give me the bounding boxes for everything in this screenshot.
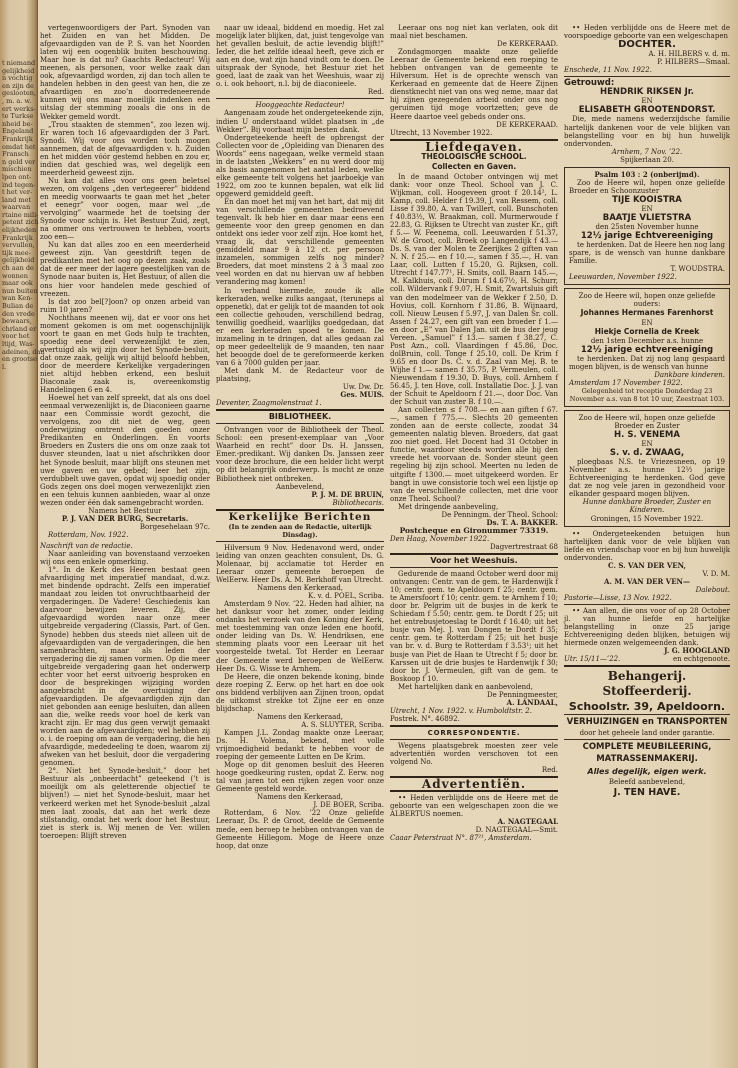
signature-name: P. J. VAN DER BURG, Secretaris.	[61, 513, 189, 523]
col3-paragraph: In de maand October ontvingen wij met dank: voor onze Theol. School van J. C. Wijkman, coll. Hoogeveen groot f 20.14², L. Kamp, coll. Helder f 19.39, J. van Ressem, coll. Lisse f 39.80, A. van Twillert, coll. Bunschoten f 40.83½, W. Braakman, coll. Murmerwoude f 22.83, G. Rijksen te Utrecht van zuster Kr., gift f 5.— W. Feenema, coll. Leeuwarden f 51.37, W. de Groot, coll. Broek op Langendijk f 43.— Ds. S. van der Molen te Zeerijkes 2 giften van N. N. f 25.— en f 10.—, samen f 35.—, H. van Laar, coll. Lutten f 15.20, G. Rijksen, coll. Utrecht f 147.77¹, H. Smits, coll. Baarn 145.—, M. Kalkhuis, coll. Dirum f 14.67½, H. Schurr, coll. Wildervank f 9.07, H. Smit, Zwartsluis gift van den modelmeer van de Wekker f 2.50, D. Hovius, coll. Kornhorn f 31.86, B. Wijnaard, coll. Nieuw Leusen f 5.97, J. van Dalen Sr. coll. Assen f 24.27, een gift van een broeder f 1.— en door „E” van Dalen Jan. uit de bus der jeug Vereen. „Samuel” f 13.— samen f 38.27, C. Post Azn., coll. Vlaardingen f 45.86, Doc. dolBruin, coll. Tonge f 25.10, coll. De Krim f 9.65 en door Ds. C. v. d. Zaal van Mej. B. te Wijhe f 1.— samen f 35.75, P. Vermeulen, coll. Nieuwendam f 19.30, D. Buys, coll. Arnhem f 56.45, J. ten Hove, coll. Installatie Doc. J. J. van der Schuit te Apeldoorn f 21.—, door Doc. Van der Schuit van zuster B. f 10.—.	[390, 172, 558, 407]
ad-text: te herdenken. Dat zij nog lang gespaard mogen blijven, is de wensch van hunne	[569, 354, 725, 371]
signature-intro: Aanbevelend,	[275, 482, 325, 491]
divider	[564, 714, 730, 715]
signature-name: A. M. VAN DER VEN—	[604, 576, 690, 586]
signature-place: Utrecht, 1 Nov. 1922. v. Humboldtstr. 2.	[390, 706, 532, 715]
signature-place: Deventer, Zaagmolenstraat 1.	[216, 399, 322, 408]
giro-number: Postcheque en Gironummer 73319.	[399, 525, 549, 535]
signature-name: K. v. d. POEL, Scriba.	[307, 592, 384, 601]
signature-name: T. WOUDSTRA.	[670, 265, 725, 274]
ad-conjunction: EN	[641, 440, 653, 449]
col2-paragraph: En dan moet het mij van het hart, dat mij dit van verschillende gemeenten bedroevend tegenvalt. Ik heb hier en daar maar eens een gemeente voor den greep genomen en dan ontdekt ons ieder voor zelf zijn. Hoe komt het, vraag ik, dat verschillende gemeenten gemiddeld maar 9 à 12 ct. per persoon inzamelen, sommigen zelfs nog minder? Broeders, dat moet minstens 2 à 3 maal zoo veel worden en dat nu hiervan uw af hebben verandering mag komen!	[216, 197, 384, 287]
section-title-weeshuis: Voor het Weeshuis.	[430, 556, 518, 565]
divider	[390, 567, 558, 568]
signature-place: Groningen, 15 November 1922.	[590, 514, 704, 523]
signature-role: Dalebout.	[695, 585, 730, 594]
ad-date: den 25sten November hunne	[595, 223, 699, 232]
col1-paragraph: Nochthans meenen wij, dat er voor ons het moment gekomen is om met oogenschijnlijk voort te gaan en met Gods hulp te trachten, spoedig eene deel verwezenlijkt te zien, overtuigd als wij zijn door het Synode-besluit, dat onze zaak, gelijk wij altijd beloofd hebben, door de meerdere Kerkelijke vergaderingen niet altijd hebben erkend, een besluit Diaconale zaak is, overeenkomstig Handelingen 6 en 4.	[40, 313, 210, 395]
binding-strip	[0, 0, 45, 1068]
fragment-line: adeinen, dan	[2, 347, 45, 356]
fragment-line: gelijkheid	[2, 66, 35, 75]
signature-role: en echtgenoote.	[672, 655, 730, 664]
fragment-line: l.	[2, 362, 7, 371]
fragment-line: tijk mee-	[2, 248, 31, 257]
signature-name: A. NAGTEGAAL	[497, 817, 558, 827]
ad-recommend: Beleefd aanbevelend,	[608, 778, 686, 787]
col1-paragraph: Nu kan dat alles voor ons geen beletsel wezen, om volgens „den vertegeerer” biddend en meedig voorwaarts te gaan met het „beter et eenegr” voor oogen, maar wel ,,de vervolging” waarmede het de toetsing der Synode voor schijn is. Het Bestuur Zuid, zegt, na ommer ons vertrouwen te hebben, voorts zoo een—	[40, 176, 210, 242]
signature-name: C. S. VAN DER VEN,	[608, 560, 686, 570]
ad-service: MATRASSENMAKERIJ.	[596, 754, 698, 765]
fragment-line: vervullen,	[2, 241, 35, 250]
col2-paragraph: Amsterdam 9 Nov. ’22. Heden had alhier, na het danksur voor het zomer, onder leiding ondanks het verzoek van den Koning der Kerk, met toestemming van onze leden ene hoofd, onder leiding van Ds. W. Hendriksen, ene stemming plaats voor een Leeraar uit het voorgestelde twetal. Tot Herder en Leeraar der Gemeente werd beroepen de WelEerw. Heer Ds. G. Wisse te Arnhem.	[216, 600, 384, 673]
signature-place: Pastorie—Lisse, 13 Nov. 1922.	[564, 593, 672, 602]
col1-paragraph: Naar aanleiding van bovenstaand verzoeken wij ons een enkele opmerking.	[40, 550, 210, 567]
signature-name: Dankbare kinderen.	[654, 370, 725, 379]
fragment-line: Engeland	[2, 127, 34, 136]
fragment-line: n geld ver	[2, 157, 36, 166]
fragment-line: voor het	[2, 332, 30, 341]
section-subtitle: (In te zenden aan de Redactie, uiterlijk Dinsdag).	[228, 522, 372, 539]
signature-name: Ds. T. A. BAKKER.	[486, 517, 558, 527]
signature-place: Utrecht, 13 November 1922.	[390, 128, 493, 137]
fragment-line: Frankrijk	[2, 134, 33, 143]
ad-reception: Gelegenheid tot receptie Donderdag 23 November a.s. van 8 tot 10 uur, Zeestraat 103.	[569, 386, 725, 403]
signature-name: P. HILBERS—Smaal.	[657, 58, 730, 67]
divider	[564, 76, 730, 77]
section-title-liefdegaven: Liefdegaven.	[425, 139, 523, 154]
ad-heading-behangerij: Behangerij. Stoffeerderij.	[602, 669, 692, 699]
col1-paragraph: 1°. In de Kerk des Heeren bestaat geen afvaardiging met imperatief mandaat, d.w.z. met bindende opdracht. Zelfs een imperatief mandaat zou leiden tot onvruchtbaarheid der vergaderingen. De Vadere! Geschiedenis kan daarvoor bewijzen leveren. Zij, die afgevaardigd worden naar onze meer uitgebreide vergadering (Classis, Part. of Gen. Synode) hebben dus steeds niet alleen uit de afgevaardigden van de vergaderingen, die hen samenbrachten, maar als leden der vergadering die zij samen vormen. Op die meer uitgebreide vergadering gaan het onderwerp echter voor het eerst uitvoerig besproken en door de besprekingen wijziging worden aangebracht in de overtuiging der afgevaardigden. De afgevaardigden zijn dan niet gebonden aan eenige besluiten, dan alleen aan die, welke reeds voor hoel de kerk van kracht zijn. Er mag dus geen verwijt gemaakt worden aan de afgevaardigden; wel hebben zij o. i. de roeping om aan de vergadering, die hen afvaardigde, mededeeling te doen, waarom zij afweken van het besluit, door die vergadering genomen.	[40, 566, 210, 768]
ad-owner-name: J. TEN HAVE.	[613, 787, 681, 799]
fragment-line: elijkheden	[2, 226, 37, 235]
fragment-line: chrland er	[2, 324, 37, 333]
naschrift-title: Naschrift van de redactie.	[40, 542, 133, 550]
fragment-line: en zijn de	[2, 81, 34, 90]
ad-name: ELISABETH GROOTENDORST.	[578, 105, 716, 116]
divider	[216, 98, 384, 99]
fragment-line: ltijd, Was-	[2, 339, 35, 348]
col3-paragraph: Wegens plaatsgebrek moesten zeer vele advertentiën worden verschoven tot een volgend No.	[390, 741, 558, 767]
signature-place: Rotterdam, Nov. 1922.	[48, 530, 129, 539]
signature-name: DE KERKERAAD.	[496, 120, 558, 129]
col2-paragraph: Aangenaam zoude het ondergeteekende zijn, indien U onderstaand wildet plaatsen in „de Wekker”. Bij voorbaat mijn besten dank.	[216, 109, 385, 134]
col2-paragraph: Hilversum 9 Nov. Hedenavond werd, onder leiding van onzen geachten consulent, Ds. G. Molenaar, bij acclamatie tot Herder en Leeraar onzer gemeente beroepen de WelEerw. Heer Ds. A. M. Berkhoff van Utrecht.	[216, 543, 384, 585]
signature-address: Dagvertrestraat 68	[489, 542, 558, 551]
fragment-line: t het ver-	[2, 188, 33, 197]
signature-place: Arnhem, 7 Nov. ’22.	[611, 147, 683, 156]
signature-name: D. NAGTEGAAL—Smit.	[475, 826, 558, 835]
column-4	[564, 24, 730, 1054]
ad-name: Hiekje Cornelia de Kreek	[594, 326, 700, 336]
divider	[564, 739, 730, 740]
fragment-line: geslooten,	[2, 89, 36, 98]
column-2	[216, 24, 384, 1054]
ad-name: H. S. VENEMA	[614, 430, 680, 441]
fragment-line: Fransch	[2, 150, 29, 159]
col2-paragraph: Moge op dit genomen besluit des Heeren hooge goedkeuring rusten, opdat Z. Eerw. nog tal van jaren tot een rijken zegen voor onze Gemeente gesteld worde.	[216, 761, 384, 794]
giro-number: Postrek. N°. 46892.	[390, 714, 460, 723]
col2-paragraph: In verband hiermede, zoude ik alle kerkeraden, welke zulks aangaat, (teruneps al oppenetk), dat er gelijk tot de maanden tot ook een collectie gehouden, verschillend bedrag, tenwillig goedheid, waarlijks goedgedaan, dat er een kerkeraden spoed te komen. De inzameling in te dringen, dat alles gedaan zal op meer gedeeltelijk de 9 maanden, ten naar het beoogde doel de te gereformeerde kerken van 6 à 7000 gulden per jaar.	[216, 286, 384, 367]
ad-box-farenhorst	[564, 288, 730, 407]
section-title-bibliotheek: BIBLIOTHEEK.	[268, 412, 332, 422]
col1-paragraph: vertegenwoordigers der Part. Synoden van het Zuiden en van het Midden. De afgevaardigden van de P. S. van het Noorden laten wij een oogenblik buiten beschouwing. Maar hoe is dat nu? Gaachts Redacteur! Wij meenen, als personen, voor welke zaak dan ook, afgevaardigd worden, zij dan toch allen te handelen hebben in den geest van hen, die ze afvaardigen en zoo’n doorredeneerende kunnen wij ons maar moeilijk indenken een uitslag der stemming zooals die ons in de Wekker gemeld wordt.	[40, 24, 210, 121]
ad-name: TIJE KOOISTRA	[612, 194, 682, 205]
ad-text: Zoo de Heere wil, hopen onze geliefde Broeder en Schoonzuster	[569, 178, 725, 195]
col2-paragraph: Met dank M. de Redacteur voor de plaatsing,	[216, 366, 384, 384]
ad-name: Johannes Hermanes Farenhorst	[580, 308, 714, 318]
ad-text: Die, mede namens wederzijdsche familie hartelijk dankenen voor de vele blijken van belangstelling voor en bij hun huwelijk ondervonden.	[564, 115, 730, 148]
signature-intro: Namens den Kerkeraad,	[256, 584, 344, 593]
fragment-line: en grootse	[2, 355, 37, 364]
subsection-title: THEOLOGISCHE SCHOOL.	[421, 151, 527, 161]
column-3	[390, 24, 558, 1054]
divider	[216, 541, 384, 542]
fragment-line: omdat het	[2, 142, 36, 151]
col1-paragraph: „Trou staakten de stemmen”, zoo lezen wij. Er waren toch 16 afgevaardigden der 3 Part. Synodi. Wij voor ons worden toch mogen aannemen, dat de afgevaardigden v. h. Zuiden en het midden vóór gestemd hebben en zou er, indien dat geschied was, wel degelijk een meerderheid geweest zijn.	[40, 120, 210, 177]
signature-name: P. J. M. DE BRUIN,	[311, 489, 384, 499]
fragment-line: land met	[2, 195, 31, 204]
col2-paragraph: Ontvangen voor de Bibliotheek der Theol. School: een present-exemplaar van „Voor Waarheid en recht” door Ds. H. Janssen, Emer.-predikant. Wij danken Ds. Janssen zeer voor deze brochure, die een helder licht werpt op dit belangrijk onderwerp. Is mocht ze onze Bibliotheek niet ontbreken.	[216, 426, 384, 483]
fragment-line: bewaars,	[2, 317, 32, 326]
fragment-line: nun buiten	[2, 286, 38, 295]
divider	[390, 739, 558, 740]
ad-text: te herdenken. Dat de Heere hen nog lang spare, is de wensch van hunne dankbare Familie.	[569, 241, 725, 266]
signature-intro: Namens het Bestuur	[88, 506, 162, 515]
col2-paragraph: Kampen J.L. Zondag maakte onze Leeraar, Ds. H. Volema, bekend, met volle vrijmoedigheid bedankt te hebben voor de roeping der gemeente Lutten en De Krim.	[216, 728, 384, 762]
col3-paragraph: Leeraar ons nog niet kan verlaten, ook dit maal niet beschamen.	[390, 24, 558, 41]
ad-text: •• Aan allen, die ons voor of op 28 October jl. van hunne liefde en hartelijke belangstelling in onze 25 jarige Echtvereeniging deden blijken, betuigen wij hiermede onzen welgemeenden dank.	[564, 607, 730, 648]
letter-salutation: Hooggeachte Redacteur!	[255, 101, 345, 110]
signature-address: Borgesehelaan 97c.	[139, 522, 210, 531]
signature-name: Hunne dankbare Broeder, Zuster en Kinderen.	[582, 498, 712, 515]
fragment-line: Bulian de	[2, 302, 34, 310]
col1-paragraph: 2°. Niet het Synode-besluit,” door het Bestuur als „onbeerdacht” geteekend (’t is moeilijk om als geletterende objectief te blijven!) — niet het Synode-besluit, maar het verkeerd werken met het Synode-besluit „alzal men laat zooals, dat aan het werk deze stilstandig, omdat het werk door het Bestuur, ziet is sterk is. Wij menen de Ver. willen toeroepen: Blijft streven	[40, 767, 210, 840]
fragment-line: lpen ont-	[2, 172, 32, 181]
ad-heading: Psalm 103 : 2 (onberijmd).	[594, 169, 700, 179]
divider	[564, 665, 730, 667]
fragment-line: rtaine mili-	[2, 210, 39, 219]
col3-paragraph: Met hartelijken dank en aanbevolend,	[398, 682, 533, 691]
divider	[216, 423, 384, 424]
fragment-line: wonnen	[2, 271, 28, 280]
signature-name: De KERKERAAD.	[497, 40, 558, 49]
fragment-line: ch aan de	[2, 264, 34, 273]
signature-role: Bibliothecaris.	[332, 498, 384, 507]
fragment-line: , m. a. w.	[2, 96, 32, 105]
ad-service: VERHUIZINGEN en TRANSPORTEN	[566, 717, 728, 728]
col2-paragraph: naar uw ideaal, biddend en moedig. Het zal mogelijk later blijken, dat, juist tengevolge van het gevallen besluit, de actie levendig blijft!” Ieder, die het zelfde ideaal heeft, geve zich er aan en doe, wat zijn hand vindt om te doen. De uitspraak der Synode, het Bestuur ziet het goed, laat de zaak van het Weeshuis, waar zij o. i. ook behoort, n.l. bij de diaconieele.	[216, 24, 384, 89]
ad-service-sub: door het geheele land onder garantie.	[579, 729, 715, 738]
ad-conjunction: EN	[641, 318, 653, 327]
col2-paragraph: De Heere, die onzen bekende koning, binde deze roeping Z. Eerw. op het hart en doe ook ons biddend verblijven aan Zijnen troon, opdat de uitkomst strekke tot Zijne eer en onze blijdschap.	[216, 672, 384, 713]
ad-box-venema	[564, 410, 730, 527]
ad-address: Schoolstr. 39, Apeldoorn.	[568, 700, 726, 714]
signature-place: Leeuwarden, November 1922.	[569, 273, 677, 282]
fragment-line: wan Ken-	[2, 294, 33, 303]
fragment-line: petent zich	[2, 218, 39, 227]
col3-paragraph: Aan collecten ≤ f 708.— en aan giften f 67.—, samen f 775.—. Slechts 20 gemeenten zonden aan de eerste collecte, zoodat 34 gemeenten nalatig bleven. Broeders, dat gaat zoo niet goed. Het Docent had 31 October in functie, waardoor steeds worden alle bij den vreede het voorvaan de. Sonder steunt geen regeling bij zijn school. Meerten nu leden de uitgifte f 1300.— moet uitgekeerd worden. Er bangt in uwe consistorie toch wel een lijstje op van de verschillende collecten, met drie voor onze Theol. School?	[390, 406, 558, 503]
signature-name: A. LANDAAL,	[506, 697, 558, 707]
col3-paragraph: Met dringende aanbeveling,	[398, 502, 499, 511]
ad-service: COMPLETE MEUBILEERING,	[582, 742, 712, 753]
section-title-advertenties: Advertentiën.	[421, 777, 527, 792]
signature-name: J. G. HOOGLAND	[664, 646, 730, 656]
fragment-line: maar ook	[2, 279, 33, 288]
signature-role: V. D. M.	[702, 569, 730, 578]
fragment-line: gelijkheid	[2, 256, 35, 265]
signature-place-text: Utr. 15/11—’22.	[564, 655, 621, 664]
signature-name: Ges. MUIS.	[340, 390, 384, 400]
col3-paragraph: Zondagmorgen maakte onze geliefde Leeraar de Gemeente bekend een roeping te hebben ontvangen van de gemeente te Hilversum. Het is de oprechte wensch van Kerkeraad en gemeente dat de Heere Zijnen dienstknecht niet van ons weg neme, maar dat hij zijnen gezegenden arbeid onder ons nog geruimen tijd moge voortzetten; geve de Heere daartoe veel gebeds onder ons.	[390, 48, 558, 121]
ad-heading: Getrouwd:	[564, 78, 615, 89]
ad-box-kooistra	[564, 167, 730, 286]
signature-role: De Penningm. der Theol. School:	[441, 510, 558, 519]
col1-paragraph: Nu kan dat alles zoo en een meerderheid geweest zijn. Van geestdrift tegen de predikanten met het oog op dezen zaak, zoals dat de eer meer der lagere geestelijken van de Synode naar buiten is, Het Bestuur, of allen die ons hier voor handelen mede geschied of vreezen.	[40, 241, 210, 298]
fragment-line: nheid be-	[2, 119, 33, 128]
ad-name: HENDRIK RIKSEN Jr.	[599, 87, 694, 98]
signature-name: A. H. HILBERS v. d. m.	[648, 50, 730, 59]
divider	[390, 725, 558, 727]
redactie-signature: Red.	[541, 766, 558, 775]
signature-place: Den Haag, November 1922.	[390, 534, 490, 543]
ad-event: 12½ jarige echtvereeniging	[580, 344, 714, 355]
signature-role: De Penningmeester,	[486, 690, 558, 699]
fragment-line: n vochtig	[2, 74, 33, 83]
signature-address: Spijkerlaan 20.	[620, 155, 674, 164]
ad-name: S. v. d. ZWAAG,	[609, 448, 685, 459]
fragment-line: mischien	[2, 165, 32, 174]
signature-place: Enschede, 11 Nov. 1922.	[564, 66, 652, 75]
signature-place	[564, 655, 730, 663]
col2-paragraph: Rotterdam, 6 Nov. ’22 Onze geliefde Leeraar, Ds. P. de Groot, deelde de Gemeente mede, een beroep te hebben ontvangen van de Gemeente Hillegom. Moge de Heere onze hoop, dat onze	[216, 809, 384, 850]
ad-text: Zoo de Heere wil, hopen onze geliefde ouders:	[578, 292, 716, 309]
section-title-kerkelijke-berichten: Kerkelijke Berichten	[228, 510, 372, 523]
ad-conjunction: EN	[641, 97, 653, 106]
fragment-line: waarvan	[2, 203, 31, 212]
section-title-correspondentie: CORRESPONDENTIE.	[427, 728, 521, 737]
ad-text: •• Heden verblijdde ons de Heere met de voorspoedige geboorte van een welgeschapen	[564, 24, 730, 41]
cut-off-column	[2, 59, 45, 1054]
fragment-line: ert werks-	[2, 104, 36, 113]
divider	[390, 553, 558, 555]
signature-intro: Namens den Kerkeraad,	[256, 793, 344, 802]
divider	[564, 604, 730, 605]
signature-place: Caaar Peterstraat N°. 87²¹, Amsterdam.	[390, 834, 532, 843]
col3-paragraph: Gedurende de maand October werd door mij ontvangen: Centr. van de gem. te Hardenwijk f 10; centr. gem. te Apeldoorn f 25; centr. gem. te Amersfoort f 10; centr. gem. te Arnhem f 10; door br. Pelgrim uit de busjes in de kerk te Schiedam f 5.50; centr. gem. te Dordt f 25; uit het entrebusjetoeslag te Dordt f 16.40; uit het busje van Mej. J. van Dongen te Dordt f 35; centr. gem. te Rotterdam f 25; uit het busje van br. v. d. Burg te Rotterdam f 3.53¹; uit het busje van Piet de Haan te Utrecht f 5; door br. Karssen uit de drie busjes te Hardenwijk f 30; door br. J. Vermeulen, gift van de gem. te Boskoop f 10.	[390, 570, 558, 683]
ad-name: BAATJE VLIETSTRA	[602, 212, 692, 223]
column-1	[40, 24, 210, 1054]
col2-paragraph: Ondergeteekende heeft de opbrengst der Collecten voor de „Opleiding van Dienaren des Woords” eens nagegaan, welke vermeld staan in de laatsten „Wekkers” en nu werd door mij als basis aangenomen het aantal leden, welke elke gemeente telt volgens het jaarboekje van 1922, om zoo te kunnen bepalen, wat elk lid opgewerd gemiddeld geeft.	[216, 133, 384, 198]
ad-heading: DOCHTER.	[618, 39, 676, 51]
redactie-signature: Red.	[367, 88, 384, 97]
signature-line: Uw. Dw. Dr.	[342, 383, 384, 392]
signature-intro: Namens den Kerkeraad,	[256, 712, 344, 721]
fragment-line: den vrede	[2, 309, 35, 318]
signature-name: A. S. SLUYTER, Scriba.	[301, 720, 384, 729]
ad-conjunction: EN	[641, 204, 653, 213]
signature-place: Amsterdam 17 November 1922.	[569, 378, 683, 387]
ad-text: Zoo de Heere wil, hopen onze geliefde Broeder en Zuster	[578, 413, 716, 431]
fragment-line: ind tegen-	[2, 180, 36, 189]
fragment-line: te Turkse	[2, 112, 34, 121]
col3-paragraph: •• Heden verblijdde ons de Heere met de geboorte van een welgeschapen zoon die we ALBERTUS noemen.	[390, 794, 558, 819]
fragment-line: Frankrijk	[2, 233, 33, 242]
subsection-title: Collecten en Gaven.	[431, 161, 517, 171]
ad-event: 12½ jarige Echtvereeniging	[580, 231, 714, 242]
ad-date: den 1sten December a.s. hunne	[590, 336, 704, 345]
col1-paragraph: Hoewel het van zelf spreekt, dat als ons doel eenmaal verwezenlijkt is, de Diaconieen gaarne naar een Commissie wordt gezocht, die vervolgens, zoo dit niet de weg, geen onderwijzing omtrent den goeden onzer Predikanten en Onderlingen. En voorts Broeders en Zusters die ons om onze zaak tot dusver steunden, laat u niet afschrikken door het Synode besluit, maar blijft ons steunen met uwe gaven en uw gebed; leer het zijn, verdubbelt uwe gaven, opdat wij spoedig onder Gods zegen ons doel mogen verwezenlijkt zien en een tehuis kunnen aanbieden, waar al onze wezen onder één dak samengebracht worden.	[40, 394, 210, 507]
signature-name: J. DE BOER, Scriba.	[313, 801, 384, 810]
ad-slogan: Alles degelijk, eigen werk.	[587, 767, 707, 777]
fragment-line: t niemand	[2, 59, 36, 67]
ad-text: •• Ondergeteekenden betuigen hun hartelijken dank voor de vele blijken van liefde en vriendschap voor en bij hun huwelijk ondervonden.	[564, 529, 730, 562]
divider	[216, 409, 384, 411]
col1-paragraph: Is dat zoo bel[?]oon? op onzen arbeid van ruim 10 jaren?	[40, 297, 210, 314]
ad-text: ploegbaas N.S. te Vriezesneen, op 19 November a.s. hunne 12½ jarige Echtvereeniging te herdenken. God geve dat ze nog vele jaren in gezondheid voor elkander gespaard mogen blijven.	[569, 458, 725, 499]
